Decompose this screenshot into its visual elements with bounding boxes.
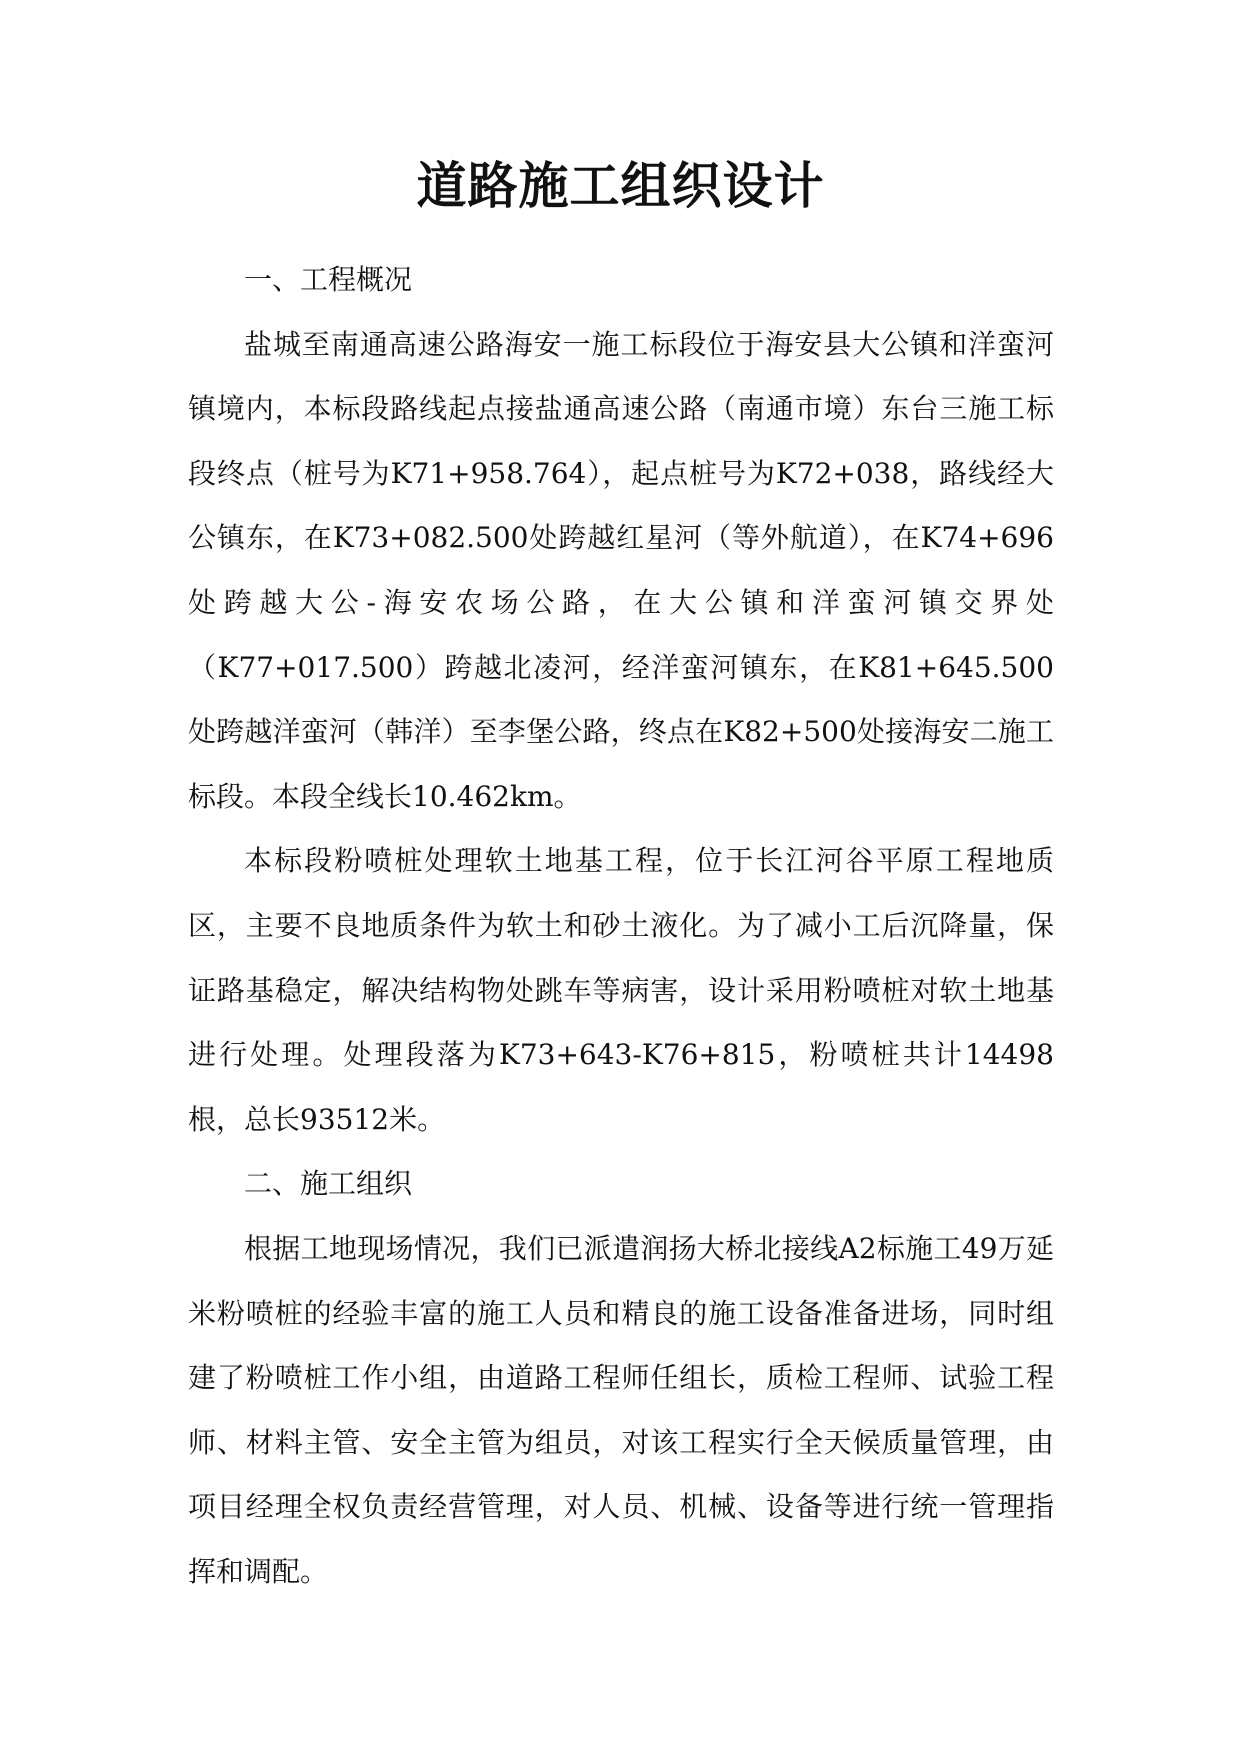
organization-paragraph: 根据工地现场情况，我们已派遣润扬大桥北接线A2标施工49万延米粉喷桩的经验丰富的施工人员和精良的施工设备准备进场，同时组建了粉喷桩工作小组，由道路工程师任组长，质检工程师、试验工程师、材料主管、安全主管为组员，对该工程实行全天候质量管理，由项目经理全权负责经营管理，对人员、机械、设备等进行统一管理指挥和调配。: [188, 1231, 1054, 1588]
overview-paragraph-soft-foundation: 本标段粉喷桩处理软土地基工程，位于长江河谷平原工程地质区，主要不良地质条件为软土和砂土液化。为了减小工后沉降量，保证路基稳定，解决结构物处跳车等病害，设计采用粉喷桩对软土地基进行处理。处理段落为K73+643-K76+815，粉喷桩共计14498根，总长93512米。: [188, 844, 1055, 1136]
overview-paragraph-route: 盐城至南通高速公路海安一施工标段位于海安县大公镇和洋蛮河镇境内，本标段路线起点接盐通高速公路（南通市境）东台三施工标段终点（桩号为K71+958.764），起点桩号为K72+038，路线经大公镇东，在K73+082.500处跨越红星河（等外航道），在K74+696处跨越大公-海安农场公路，在大公镇和洋蛮河镇交界处（K77+017.500）跨越北凌河，经洋蛮河镇东，在K81+645.500处跨越洋蛮河（韩洋）至李堡公路，终点在K82+500处接海安二施工标段。本段全线长10.462km。: [188, 327, 1054, 813]
document-title: 道路施工组织设计: [416, 156, 825, 215]
document-body: [188, 248, 1054, 1604]
section-heading-overview: 一、工程概况: [244, 263, 413, 296]
section-heading-organization: 二、施工组织: [244, 1167, 413, 1201]
